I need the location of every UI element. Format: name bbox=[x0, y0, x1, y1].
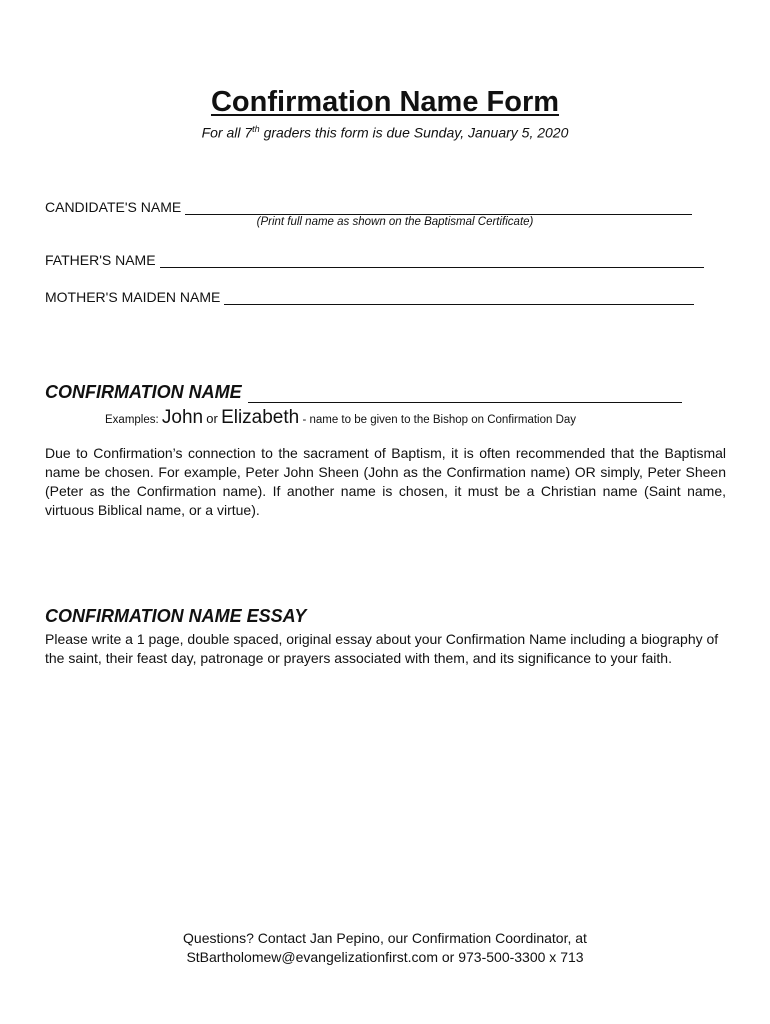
confirmation-name-line[interactable] bbox=[248, 384, 682, 403]
essay-heading: CONFIRMATION NAME ESSAY bbox=[45, 606, 307, 626]
candidate-name-note: (Print full name as shown on the Baptismal Certificate) bbox=[256, 216, 534, 228]
mother-maiden-name-field bbox=[45, 289, 694, 305]
mother-maiden-name-line[interactable] bbox=[224, 290, 694, 305]
confirmation-name-paragraph: Due to Confirmation’s connection to the sacrament of Baptism, it is often recommended that the Baptismal name be chosen. For example, Peter John Sheen (John as the Confirmation name) OR simply, Peter Sheen (Peter as the Confirmation name). If another name is chosen, it must be a Christian name (Saint name, virtuous Biblical name, or a virtue). bbox=[45, 445, 726, 518]
example-john: John bbox=[161, 407, 204, 428]
father-name-field bbox=[45, 252, 704, 268]
subtitle-after: graders this form is due Sunday, January 5, 2020 bbox=[259, 124, 569, 141]
candidate-name-line[interactable] bbox=[185, 200, 692, 215]
subtitle-before: For all 7 bbox=[201, 124, 253, 141]
examples-or: or bbox=[206, 411, 218, 426]
subtitle-sup: th bbox=[252, 124, 260, 134]
footer-line-2: StBartholomew@evangelizationfirst.com or 973-500-3300 x 713 bbox=[186, 949, 584, 965]
footer-line-1: Questions? Contact Jan Pepino, our Confirmation Coordinator, at bbox=[183, 930, 587, 946]
confirmation-name-field bbox=[45, 382, 682, 403]
confirmation-name-label: CONFIRMATION NAME bbox=[45, 382, 242, 402]
example-elizabeth: Elizabeth bbox=[221, 407, 300, 428]
confirmation-name-examples bbox=[105, 407, 576, 429]
due-date-subtitle bbox=[0, 124, 770, 141]
mother-maiden-name-label: MOTHER'S MAIDEN NAME bbox=[45, 289, 221, 305]
father-name-label: FATHER'S NAME bbox=[45, 252, 156, 268]
contact-footer bbox=[0, 929, 770, 967]
examples-prefix: Examples: bbox=[105, 414, 159, 426]
page-title: Confirmation Name Form bbox=[210, 86, 560, 118]
candidate-name-label: CANDIDATE'S NAME bbox=[45, 199, 182, 215]
essay-instructions: Please write a 1 page, double spaced, original essay about your Confirmation Name including a biography of the saint, their feast day, patronage or prayers associated with them, and its significance to your faith. bbox=[45, 631, 719, 666]
candidate-name-field bbox=[45, 199, 692, 215]
father-name-line[interactable] bbox=[160, 253, 704, 268]
examples-suffix: - name to be given to the Bishop on Confirmation Day bbox=[302, 414, 577, 426]
